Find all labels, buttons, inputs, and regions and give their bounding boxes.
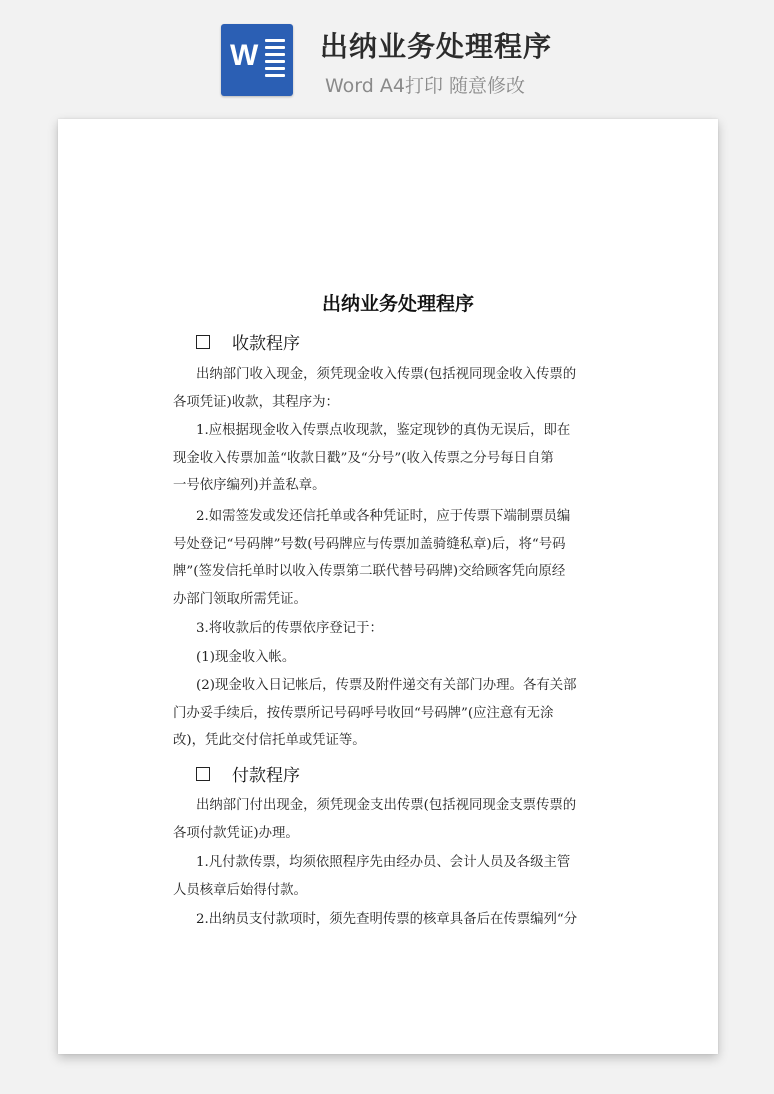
word-icon-lines xyxy=(265,39,285,81)
banner-subtitle: Word A4打印 随意修改 xyxy=(325,75,526,97)
paragraph-line: 门办妥手续后，按传票所记号码呼号收回“号码牌”(应注意有无涂 xyxy=(173,705,554,721)
document-title: 出纳业务处理程序 xyxy=(321,293,474,315)
paragraph-line: 现金收入传票加盖“收款日戳”及“分号”(收入传票之分号每日自第 xyxy=(173,450,554,466)
paragraph-line: 3.将收款后的传票依序登记于： xyxy=(196,621,383,636)
paragraph xyxy=(173,417,603,500)
paragraph xyxy=(173,672,603,755)
paragraph xyxy=(173,906,603,934)
banner-title: 出纳业务处理程序 xyxy=(320,30,553,63)
checkbox-square-icon xyxy=(196,767,210,781)
paragraph-line: 各项付款凭证)办理。 xyxy=(173,825,299,841)
paragraph xyxy=(173,792,603,847)
section-heading-label: 收款程序 xyxy=(232,334,300,354)
paragraph-line: 牌”(签发信托单时以收入传票第二联代替号码牌)交给顾客凭向原经 xyxy=(173,564,566,579)
paragraph xyxy=(173,615,603,643)
paragraph-line: 办部门领取所需凭证。 xyxy=(173,591,307,607)
checkbox-square-icon xyxy=(196,335,210,349)
paragraph-line: (1)现金收入帐。 xyxy=(196,650,296,665)
word-icon-letter: W xyxy=(230,39,258,72)
paragraph xyxy=(173,361,603,416)
paragraph xyxy=(173,849,603,904)
paragraph-line: 2.出纳员支付款项时，须先查明传票的核章具备后在传票编列“分 xyxy=(196,912,578,927)
paragraph-line: 号处登记“号码牌”号数(号码牌应与传票加盖骑缝私章)后，将“号码 xyxy=(173,536,566,552)
header-banner xyxy=(0,0,774,110)
paragraph xyxy=(173,644,603,672)
section-heading-label: 付款程序 xyxy=(232,766,300,786)
section-heading-receipt xyxy=(196,329,300,354)
section-heading-payment xyxy=(196,761,300,786)
paragraph-line: 出纳部门付出现金，须凭现金支出传票(包括视同现金支票传票的 xyxy=(196,798,577,813)
paragraph-line: (2)现金收入日记帐后，传票及附件递交有关部门办理。各有关部 xyxy=(196,678,577,693)
paragraph xyxy=(173,503,603,613)
word-document-icon xyxy=(221,24,293,96)
paragraph-line: 1.凡付款传票，均须依照程序先由经办员、会计人员及各级主管 xyxy=(196,855,571,870)
paragraph-line: 1.应根据现金收入传票点收现款，鉴定现钞的真伪无误后，即在 xyxy=(196,423,571,438)
paragraph-line: 一号依序编列)并盖私章。 xyxy=(173,478,326,493)
paragraph-line: 改)，凭此交付信托单或凭证等。 xyxy=(173,733,366,748)
paragraph-line: 出纳部门收入现金，须凭现金收入传票(包括视同现金收入传票的 xyxy=(196,367,577,382)
document-page xyxy=(58,119,718,1054)
paragraph-line: 2.如需签发或发还信托单或各种凭证时，应于传票下端制票员编 xyxy=(196,509,571,524)
paragraph-line: 人员核章后始得付款。 xyxy=(173,882,307,898)
paragraph-line: 各项凭证)收款，其程序为： xyxy=(173,394,339,410)
